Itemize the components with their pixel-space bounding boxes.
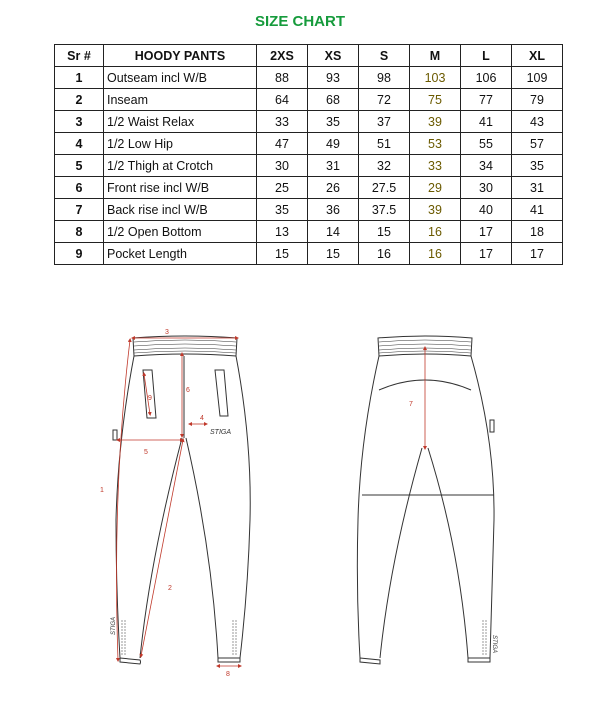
- label-8: 8: [226, 671, 230, 678]
- size-value: 40: [461, 199, 512, 221]
- size-value: 41: [512, 199, 563, 221]
- size-value: 31: [308, 155, 359, 177]
- size-value: 33: [410, 155, 461, 177]
- row-number: 3: [55, 111, 104, 133]
- table-row: [55, 243, 563, 265]
- back-hem-brand-logo: STIGA: [491, 635, 497, 654]
- size-value: 30: [257, 155, 308, 177]
- size-value: 37.5: [359, 199, 410, 221]
- back-view-drawing: [357, 336, 494, 664]
- size-value: 57: [512, 133, 563, 155]
- col-header-sr: Sr #: [55, 45, 104, 67]
- measurement-name: Pocket Length: [104, 243, 257, 265]
- label-4: 4: [200, 415, 204, 422]
- size-value: 16: [410, 221, 461, 243]
- measurement-name: 1/2 Thigh at Crotch: [104, 155, 257, 177]
- size-value: 15: [308, 243, 359, 265]
- table-header-row: [55, 45, 563, 67]
- size-value: 29: [410, 177, 461, 199]
- size-value: 47: [257, 133, 308, 155]
- col-header-xl: XL: [512, 45, 563, 67]
- size-chart-table: [54, 44, 563, 265]
- size-value: 35: [308, 111, 359, 133]
- table-row: [55, 67, 563, 89]
- measurement-name: 1/2 Low Hip: [104, 133, 257, 155]
- table-row: [55, 221, 563, 243]
- size-value: 41: [461, 111, 512, 133]
- size-value: 16: [359, 243, 410, 265]
- size-value: 26: [308, 177, 359, 199]
- size-value: 93: [308, 67, 359, 89]
- row-number: 2: [55, 89, 104, 111]
- size-value: 17: [461, 221, 512, 243]
- label-9: 9: [148, 395, 152, 402]
- size-value: 106: [461, 67, 512, 89]
- front-measurement-lines: [117, 338, 241, 666]
- front-brand-logo: STIGA: [210, 429, 232, 436]
- row-number: 8: [55, 221, 104, 243]
- row-number: 1: [55, 67, 104, 89]
- measurement-name: Outseam incl W/B: [104, 67, 257, 89]
- size-value: 88: [257, 67, 308, 89]
- page-title: SIZE CHART: [255, 13, 345, 30]
- size-value: 17: [461, 243, 512, 265]
- size-value: 51: [359, 133, 410, 155]
- size-value: 109: [512, 67, 563, 89]
- size-value: 43: [512, 111, 563, 133]
- size-value: 103: [410, 67, 461, 89]
- row-number: 6: [55, 177, 104, 199]
- size-value: 13: [257, 221, 308, 243]
- measurement-name: Front rise incl W/B: [104, 177, 257, 199]
- size-value: 33: [257, 111, 308, 133]
- size-value: 98: [359, 67, 410, 89]
- size-value: 77: [461, 89, 512, 111]
- table-row: [55, 111, 563, 133]
- hem-brand-logo: STIGA: [111, 616, 117, 635]
- size-value: 18: [512, 221, 563, 243]
- measurement-name: Inseam: [104, 89, 257, 111]
- size-value: 79: [512, 89, 563, 111]
- size-value: 64: [257, 89, 308, 111]
- col-header-s: S: [359, 45, 410, 67]
- pants-technical-sketch: [0, 290, 600, 700]
- table-row: [55, 177, 563, 199]
- size-value: 25: [257, 177, 308, 199]
- measurement-name: Back rise incl W/B: [104, 199, 257, 221]
- size-value: 72: [359, 89, 410, 111]
- table-row: [55, 89, 563, 111]
- label-3: 3: [165, 329, 169, 336]
- label-1: 1: [100, 487, 104, 494]
- size-value: 68: [308, 89, 359, 111]
- size-value: 15: [359, 221, 410, 243]
- size-value: 32: [359, 155, 410, 177]
- size-value: 53: [410, 133, 461, 155]
- size-value: 49: [308, 133, 359, 155]
- size-value: 17: [512, 243, 563, 265]
- row-number: 5: [55, 155, 104, 177]
- col-header-l: L: [461, 45, 512, 67]
- label-2: 2: [168, 585, 172, 592]
- label-7: 7: [409, 401, 413, 408]
- label-6: 6: [186, 387, 190, 394]
- size-value: 14: [308, 221, 359, 243]
- label-5: 5: [144, 449, 148, 456]
- col-header-xs: XS: [308, 45, 359, 67]
- size-value: 35: [257, 199, 308, 221]
- size-value: 75: [410, 89, 461, 111]
- size-value: 16: [410, 243, 461, 265]
- size-value: 39: [410, 111, 461, 133]
- size-value: 31: [512, 177, 563, 199]
- size-value: 39: [410, 199, 461, 221]
- size-value: 55: [461, 133, 512, 155]
- col-header-m: M: [410, 45, 461, 67]
- table-row: [55, 133, 563, 155]
- size-value: 34: [461, 155, 512, 177]
- size-value: 37: [359, 111, 410, 133]
- row-number: 9: [55, 243, 104, 265]
- table-row: [55, 199, 563, 221]
- size-value: 27.5: [359, 177, 410, 199]
- col-header-2xs: 2XS: [257, 45, 308, 67]
- size-value: 30: [461, 177, 512, 199]
- row-number: 4: [55, 133, 104, 155]
- table-row: [55, 155, 563, 177]
- measurement-name: 1/2 Waist Relax: [104, 111, 257, 133]
- size-value: 15: [257, 243, 308, 265]
- row-number: 7: [55, 199, 104, 221]
- size-value: 36: [308, 199, 359, 221]
- size-value: 35: [512, 155, 563, 177]
- col-header-hoody-pants: HOODY PANTS: [104, 45, 257, 67]
- measurement-name: 1/2 Open Bottom: [104, 221, 257, 243]
